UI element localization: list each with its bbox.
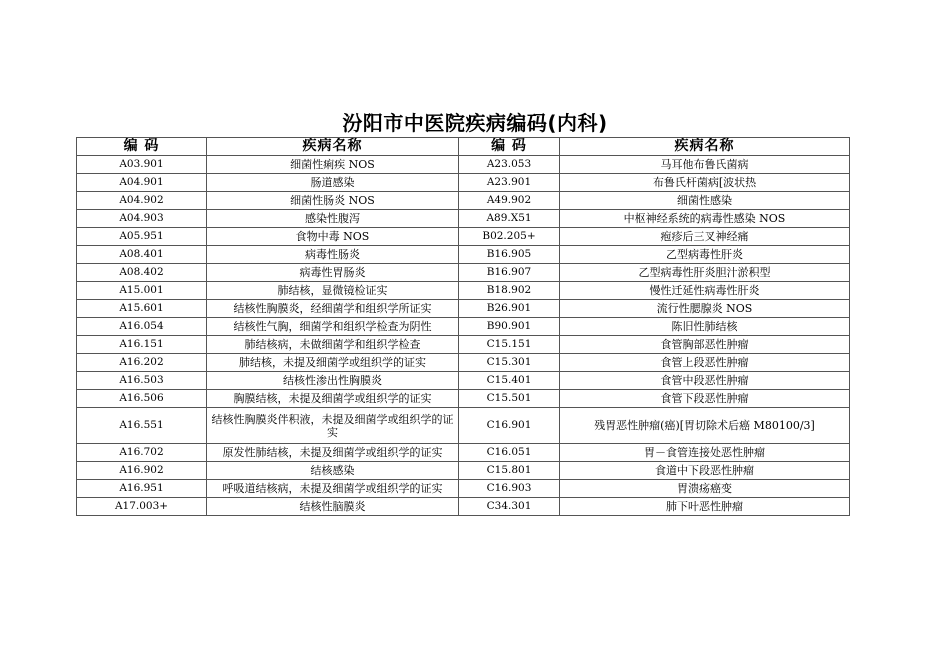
disease-name-cell: 胃溃疡癌变 xyxy=(560,480,850,498)
code-cell: C15.151 xyxy=(459,336,560,354)
code-cell: A23.901 xyxy=(459,174,560,192)
code-cell: A89.X51 xyxy=(459,210,560,228)
disease-name-cell: 残胃恶性肿瘤(癌)[胃切除术后癌 M80100/3] xyxy=(560,408,850,444)
code-cell: B18.902 xyxy=(459,282,560,300)
disease-name-cell: 食物中毒 NOS xyxy=(207,228,459,246)
table-row xyxy=(77,156,850,174)
code-cell: B02.205+ xyxy=(459,228,560,246)
code-cell: C15.501 xyxy=(459,390,560,408)
disease-name-cell: 病毒性胃肠炎 xyxy=(207,264,459,282)
disease-name-cell: 肺下叶恶性肿瘤 xyxy=(560,498,850,516)
code-cell: A05.951 xyxy=(77,228,207,246)
disease-name-cell: 食管中段恶性肿瘤 xyxy=(560,372,850,390)
disease-name-cell: 食道中下段恶性肿瘤 xyxy=(560,462,850,480)
table-row xyxy=(77,498,850,516)
code-cell: B16.905 xyxy=(459,246,560,264)
table-row xyxy=(77,174,850,192)
disease-name-cell: 肺结核，显微镜检证实 xyxy=(207,282,459,300)
code-cell: C15.401 xyxy=(459,372,560,390)
header-disease-name-1: 疾病名称 xyxy=(207,138,459,156)
code-cell: A16.951 xyxy=(77,480,207,498)
disease-name-cell: 慢性迁延性病毒性肝炎 xyxy=(560,282,850,300)
disease-name-cell: 结核性胸膜炎伴积液，未提及细菌学或组织学的证实 xyxy=(207,408,459,444)
disease-name-cell: 布鲁氏杆菌病[波状热 xyxy=(560,174,850,192)
table-row xyxy=(77,354,850,372)
code-cell: A16.202 xyxy=(77,354,207,372)
table-row xyxy=(77,390,850,408)
table-row xyxy=(77,246,850,264)
disease-name-cell: 细菌性肠炎 NOS xyxy=(207,192,459,210)
code-cell: C15.801 xyxy=(459,462,560,480)
code-cell: B90.901 xyxy=(459,318,560,336)
table-row xyxy=(77,372,850,390)
header-code-1: 编 码 xyxy=(77,138,207,156)
disease-name-cell: 胃－食管连接处恶性肿瘤 xyxy=(560,444,850,462)
code-cell: A16.054 xyxy=(77,318,207,336)
disease-name-cell: 流行性腮腺炎 NOS xyxy=(560,300,850,318)
code-cell: A16.702 xyxy=(77,444,207,462)
table-header-row xyxy=(77,138,850,156)
header-disease-name-2: 疾病名称 xyxy=(560,138,850,156)
code-cell: B16.907 xyxy=(459,264,560,282)
disease-name-cell: 肺结核，未提及细菌学或组织学的证实 xyxy=(207,354,459,372)
code-cell: A04.901 xyxy=(77,174,207,192)
table-row xyxy=(77,444,850,462)
table-row xyxy=(77,300,850,318)
table-row xyxy=(77,282,850,300)
code-cell: C16.051 xyxy=(459,444,560,462)
disease-name-cell: 病毒性肠炎 xyxy=(207,246,459,264)
header-code-2: 编 码 xyxy=(459,138,560,156)
code-cell: A04.903 xyxy=(77,210,207,228)
table-row xyxy=(77,228,850,246)
disease-name-cell: 疱疹后三叉神经痛 xyxy=(560,228,850,246)
code-cell: A16.551 xyxy=(77,408,207,444)
disease-name-cell: 结核性渗出性胸膜炎 xyxy=(207,372,459,390)
code-cell: A08.401 xyxy=(77,246,207,264)
disease-name-cell: 食管上段恶性肿瘤 xyxy=(560,354,850,372)
code-cell: B26.901 xyxy=(459,300,560,318)
code-cell: A16.151 xyxy=(77,336,207,354)
table-row xyxy=(77,408,850,444)
disease-name-cell: 结核感染 xyxy=(207,462,459,480)
code-cell: C15.301 xyxy=(459,354,560,372)
code-cell: A17.003+ xyxy=(77,498,207,516)
table-row xyxy=(77,480,850,498)
page-title: 汾阳市中医院疾病编码(内科) xyxy=(342,111,608,135)
code-cell: A16.902 xyxy=(77,462,207,480)
disease-name-cell: 原发性肺结核，未提及细菌学或组织学的证实 xyxy=(207,444,459,462)
code-cell: A16.506 xyxy=(77,390,207,408)
disease-name-cell: 肠道感染 xyxy=(207,174,459,192)
disease-name-cell: 乙型病毒性肝炎 xyxy=(560,246,850,264)
disease-name-cell: 呼吸道结核病，未提及细菌学或组织学的证实 xyxy=(207,480,459,498)
disease-name-cell: 肺结核病，未做细菌学和组织学检查 xyxy=(207,336,459,354)
code-cell: A04.902 xyxy=(77,192,207,210)
disease-code-table xyxy=(76,137,850,516)
disease-name-cell: 结核性脑膜炎 xyxy=(207,498,459,516)
code-cell: C34.301 xyxy=(459,498,560,516)
disease-name-cell: 马耳他布鲁氏菌病 xyxy=(560,156,850,174)
table-row xyxy=(77,462,850,480)
table-row xyxy=(77,318,850,336)
code-cell: A49.902 xyxy=(459,192,560,210)
code-cell: A03.901 xyxy=(77,156,207,174)
code-cell: C16.903 xyxy=(459,480,560,498)
disease-name-cell: 乙型病毒性肝炎胆汁淤积型 xyxy=(560,264,850,282)
disease-name-cell: 结核性胸膜炎，经细菌学和组织学所证实 xyxy=(207,300,459,318)
disease-name-cell: 细菌性痢疾 NOS xyxy=(207,156,459,174)
table-row xyxy=(77,192,850,210)
table-row xyxy=(77,210,850,228)
disease-name-cell: 食管胸部恶性肿瘤 xyxy=(560,336,850,354)
table-row xyxy=(77,336,850,354)
disease-name-cell: 中枢神经系统的病毒性感染 NOS xyxy=(560,210,850,228)
code-cell: A23.053 xyxy=(459,156,560,174)
disease-name-cell: 食管下段恶性肿瘤 xyxy=(560,390,850,408)
disease-name-cell: 陈旧性肺结核 xyxy=(560,318,850,336)
code-cell: A15.001 xyxy=(77,282,207,300)
code-cell: A15.601 xyxy=(77,300,207,318)
disease-name-cell: 结核性气胸，细菌学和组织学检查为阴性 xyxy=(207,318,459,336)
disease-name-cell: 细菌性感染 xyxy=(560,192,850,210)
code-cell: C16.901 xyxy=(459,408,560,444)
table-row xyxy=(77,264,850,282)
disease-name-cell: 感染性腹泻 xyxy=(207,210,459,228)
code-cell: A08.402 xyxy=(77,264,207,282)
code-cell: A16.503 xyxy=(77,372,207,390)
disease-name-cell: 胸膜结核，未提及细菌学或组织学的证实 xyxy=(207,390,459,408)
